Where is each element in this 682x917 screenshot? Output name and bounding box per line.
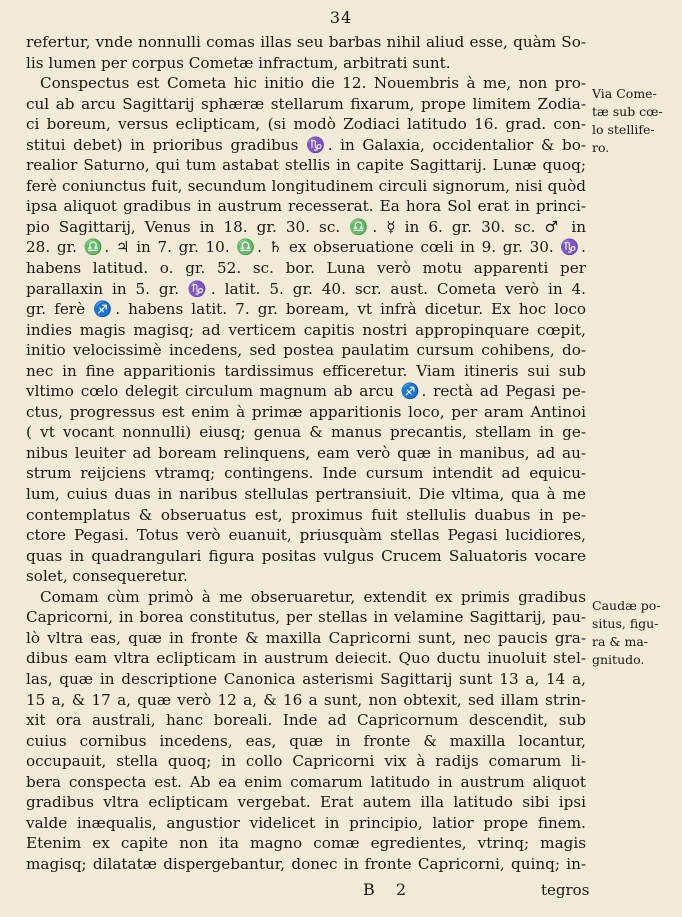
- text-line: pio Sagittarij, Venus in 18. gr. 30. sc. ♎. ☿ in 6. gr. 30. sc. ♂ in: [26, 217, 586, 236]
- text-line: ctore Pegasi. Totus verò euanuit, priusquàm stellas Pegasi lucidiores,: [26, 526, 586, 545]
- text-line: lò vltra eas, quæ in fronte & maxilla Capricorni sunt, nec paucis gra-: [26, 628, 586, 647]
- text-line: lis lumen per corpus Cometæ infractum, arbitrati sunt.: [26, 53, 451, 72]
- text-line: Conspectus est Cometa hic initio die 12. Nouembris à me, non pro-: [40, 74, 586, 93]
- text-line: occupauit, stella quoq; in collo Capricorni vix à radijs comarum li-: [26, 752, 586, 771]
- text-line: realior Saturno, qui tum astabat stellis in capite Sagittarij. Lunæ quoq;: [26, 156, 586, 175]
- text-line: habens latitud. o. gr. 52. sc. bor. Luna verò motu apparenti per: [26, 259, 586, 278]
- margin-note-tail-position: [592, 597, 661, 669]
- text-line: contemplatus & obseruatus est, proximus fuit stellulis duabus in pe-: [26, 505, 586, 524]
- text-line: ( vt vocant nonnulli) eiusq; genua & manus precantis, stellam in ge-: [26, 423, 586, 442]
- text-line: ctus, progressus est enim à primæ apparitionis loco, per aram Antinoi: [26, 402, 586, 421]
- page-footer: [0, 880, 682, 900]
- text-line: cuius cornibus incedens, eas, quæ in fronte & maxilla locantur,: [26, 731, 586, 750]
- text-line: nec in fine apparitionis tardissimus efficeretur. Viam itineris sui sub: [26, 361, 586, 380]
- text-line: parallaxin in 5. gr. ♑. latit. 5. gr. 40. scr. aust. Cometa verò in 4.: [26, 279, 586, 298]
- text-line: Comam cùm primò à me obseruaretur, extendit ex primis gradibus: [40, 587, 586, 606]
- text-line: nibus leuiter ad boream relinquens, eam verò quæ in manibus, ad au-: [26, 443, 586, 462]
- margin-note-line: ra & ma-: [592, 634, 649, 649]
- page-number: 34: [329, 8, 353, 27]
- main-text-block: [26, 32, 586, 895]
- text-line: initio velocissimè incedens, sed postea paulatim cursum cohibens, do-: [26, 341, 586, 360]
- margin-note-line: gnitudo.: [592, 652, 645, 667]
- catchword: tegros: [541, 881, 590, 899]
- signature-mark: B 2: [363, 880, 415, 899]
- text-line: cul ab arcu Sagittarij sphæræ stellarum fixarum, prope limitem Zodia-: [26, 94, 586, 113]
- text-line: strum reijciens vtramq; contingens. Inde cursum intendit ad equicu-: [26, 464, 586, 483]
- margin-note-line: Caudæ po-: [592, 598, 661, 613]
- text-line: Etenim ex capite non ita magno comæ egredientes, vtrinq; magis: [26, 834, 586, 853]
- text-line: 28. gr. ♎. ♃ in 7. gr. 10. ♎. ♄ ex obseruatione cœli in 9. gr. 30. ♑.: [26, 238, 586, 257]
- text-line: indies magis magisq; ad verticem capitis nostri appropinquare cœpit,: [26, 320, 586, 339]
- text-line: ci boreum, versus eclipticam, (si modò Zodiaci latitudo 16. grad. con-: [26, 115, 586, 134]
- margin-note-line: Via Come-: [592, 86, 657, 101]
- text-line: ipsa aliquot gradibus in austrum recesserat. Ea hora Sol erat in princi-: [26, 197, 586, 216]
- text-line: stitui debet) in prioribus gradibus ♑. in Galaxia, occidentalior & bo-: [26, 135, 586, 154]
- text-line: bera conspecta est. Ab ea enim comarum latitudo in austrum aliquot: [26, 772, 586, 791]
- text-line: lum, cuius duas in naribus stellulas pertransiuit. Die vltima, qua à me: [26, 485, 586, 504]
- text-line: refertur, vnde nonnulli comas illas seu barbas nihil aliud esse, quàm So-: [26, 33, 586, 51]
- margin-note-line: ro.: [592, 140, 610, 155]
- text-line: valde inæqualis, angustior videlicet in principio, latior prope finem.: [26, 813, 586, 832]
- margin-note-line: lo stellife-: [592, 122, 655, 137]
- text-line: gradibus vltra eclipticam vergebat. Erat autem illa latitudo sibi ipsi: [26, 793, 586, 812]
- margin-note-comet-path: [592, 85, 663, 157]
- text-line: vltimo cœlo delegit circulum magnum ab arcu ♐. rectà ad Pegasi pe-: [26, 382, 586, 401]
- text-line: solet, consequeretur.: [26, 567, 188, 586]
- text-line: xit ora australi, hanc boreali. Inde ad Capricornum descendit, sub: [26, 711, 586, 730]
- margin-note-line: tæ sub cœ-: [592, 104, 663, 119]
- text-line: las, quæ in descriptione Canonica asterismi Sagittarij sunt 13 a, 14 a,: [26, 669, 586, 688]
- margin-note-line: situs, figu-: [592, 616, 659, 631]
- text-line: dibus eam vltra eclipticam in austrum deiecit. Quo ductu inuoluit stel-: [26, 649, 586, 668]
- text-line: 15 a, & 17 a, quæ verò 12 a, & 16 a sunt, non obtexit, sed illam strin-: [26, 690, 586, 709]
- text-line: Capricorni, in borea constitutus, per stellas in velamine Sagittarij, pau-: [26, 608, 586, 627]
- text-line: magisq; dilatatæ dispergebantur, donec in fronte Capricorni, quinq; in-: [26, 854, 586, 873]
- text-line: gr. ferè ♐. habens latit. 7. gr. boream, vt infrà dicetur. Ex hoc loco: [26, 300, 586, 319]
- text-line: ferè coniunctus fuit, secundum longitudinem circuli signorum, nisi quòd: [26, 176, 586, 195]
- text-line: quas in quadrangulari figura positas vulgus Crucem Saluatoris vocare: [26, 546, 586, 565]
